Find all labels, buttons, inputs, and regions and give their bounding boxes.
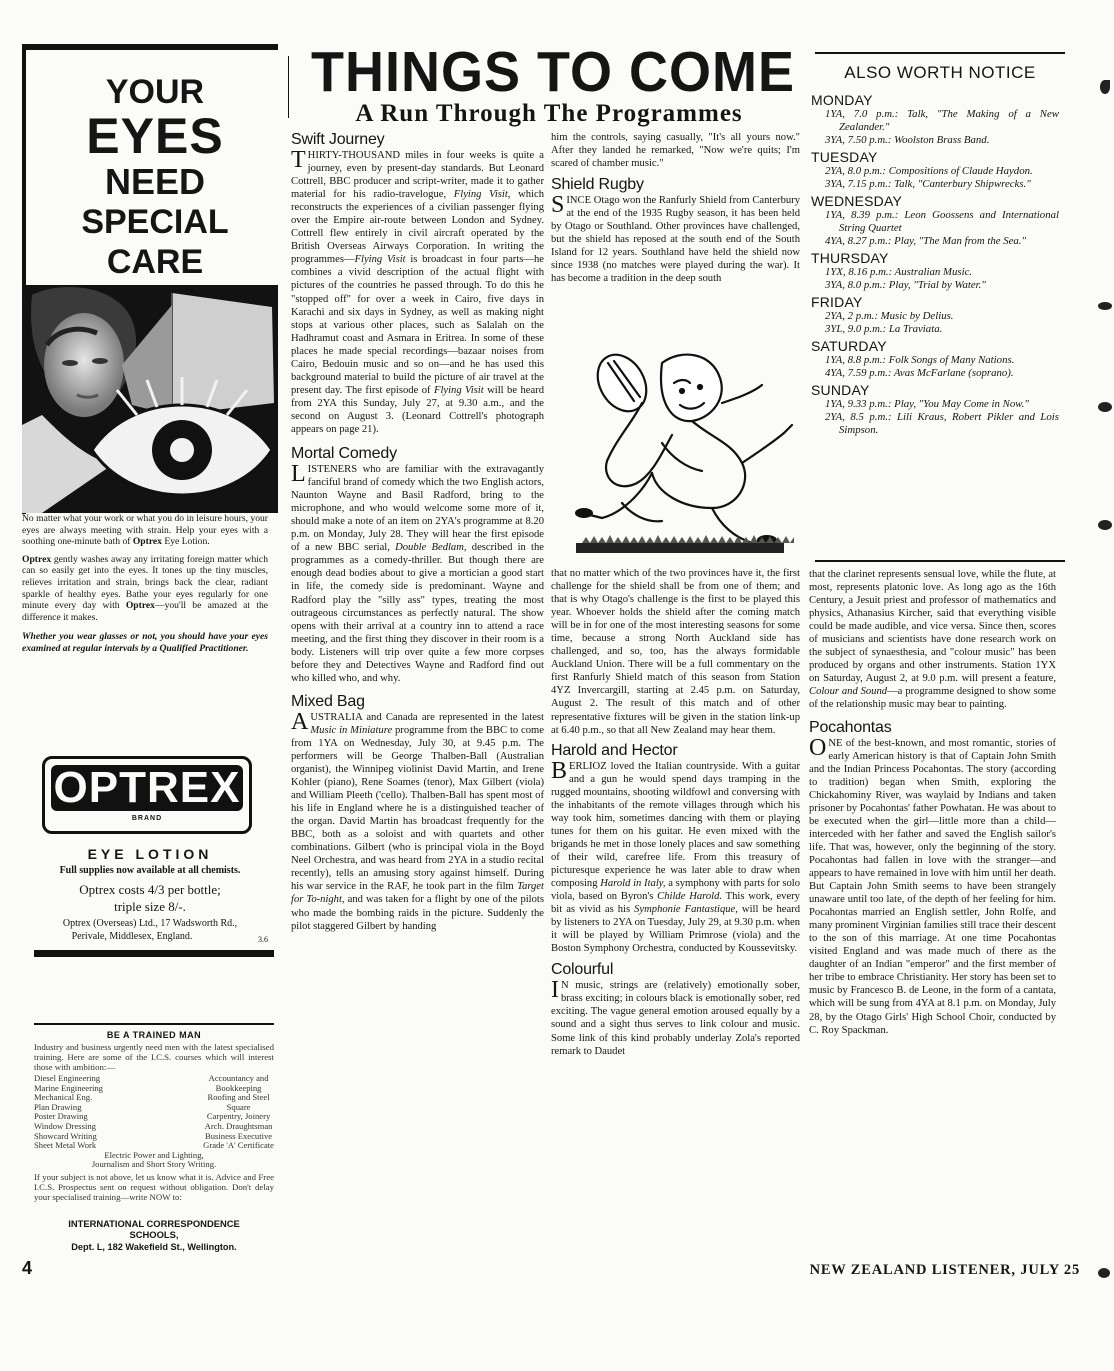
ics-course-item: Plan Drawing — [34, 1101, 82, 1112]
ad-para1: No matter what your work or what you do in leisure hours, your eyes are always meeting with strain. Help your eyes with a soothing one-minute bath of — [22, 513, 268, 548]
notice-title: ALSO WORTH NOTICE — [844, 63, 1036, 82]
text-run: is broadcast in four parts—he combines a vivid description of the actual flight with pictures of the countries he passed through. To do this he "stopped off" for over a week in Cairo, five days in Karachi and six days in Sydney, as well as making night stops at various other places, such as Salalah on the Hadhramut coast and Asmara in Eritrea. In some of these places he made special recordings—bazaar noises from Cairo, Bedouin music and so on—and he has used this background material to build the picture of air travel at the present day. The first episode of — [291, 254, 544, 396]
ad-headline-line5: CARE — [106, 243, 204, 281]
margin-mark — [1098, 520, 1112, 530]
text-run: and was taken for a flight by one of the pilots who made the bombing raids in the picture. Suddenly the pilot staggered Gilbert by handing — [291, 894, 544, 932]
article-mixed-bag-continued: him the controls, saying casually, "It's all yours now." After they landed he remarked, "Now we're quits; I'm scared of chamber music." — [551, 132, 800, 170]
ad-body — [22, 513, 268, 655]
heading-shield-rugby: Shield Rugby — [551, 176, 644, 194]
ics-org-2: SCHOOLS, — [129, 1229, 179, 1240]
notice-listing: 2YA, 2 p.m.: Music by Delius. — [825, 310, 954, 322]
notice-listing: 3YL, 9.0 p.m.: La Traviata. — [825, 323, 943, 335]
ad-code: 3.6 — [258, 935, 268, 944]
ics-course-item: Accountancy and — [208, 1073, 269, 1083]
article-harold-and-hector — [551, 757, 801, 956]
notice-listing: 3YA, 7.15 p.m.: Talk, "Canterbury Shipwrecks." — [825, 178, 1031, 190]
article-shield-rugby-continued: that no matter which of the two provinces have it, the first challenge for the shield shall be from one of them; and that is why Otago's challenge is the first to be played this year. Whoever holds the shield after the coming match will be in for one of the most interesting seasons for some time, because a strong North Auckland side has challenged, and so, too, has the always formidable Auckland Union. There will be a full commentary on the first Ranfurly Shield match of this season from Station 4YZ Invercargill, starting at 2.45 p.m. on Saturday, August 2. The result of this match and of other representative fixtures will be given in the station link-up at 6.40 p.m., so that all New Zealand may hear them. — [551, 568, 800, 736]
text-run: Target for To-night, — [291, 881, 544, 906]
text-run: a symphony with parts for solo viola, based on Byron's — [551, 878, 800, 903]
notice-listing: 3YA, 7.50 p.m.: Woolston Brass Band. — [825, 134, 990, 146]
text-run: Flying Visit, — [453, 189, 511, 201]
ad-bottom-rule — [34, 950, 274, 957]
margin-mark — [1100, 80, 1110, 94]
ics-title: BE A TRAINED MAN — [106, 1030, 202, 1040]
notice-listing: 3YA, 8.0 p.m.: Play, "Trial by Water." — [825, 279, 986, 291]
notice-day-heading: FRIDAY — [811, 294, 863, 310]
ics-course-item: Carpentry, Joinery — [206, 1111, 271, 1122]
column-2 — [291, 131, 544, 933]
drop-cap: S — [551, 192, 565, 219]
notice-listing: 2YA, 8.0 p.m.: Compositions of Claude Haydon. — [825, 165, 1033, 177]
ics-course-item: Roofing and Steel — [207, 1092, 270, 1103]
article-mortal-comedy — [291, 463, 544, 685]
ics-dept: Dept. L, 182 Wakefield St., Wellington. — [71, 1242, 237, 1252]
text-run: described in the programmes as a comedy-thriller. But though there are enough dead bodies about to give a mortician a good start in life, the comedy side is predominant. Wayne and Radford play the "silly ass" types, treating the most outrageous circumstances as perfectly natural. The show opens with their arrival at a country inn to attend a race meeting, and the first thing they discover in their room is a body. Listeners will trip over quite a few more corpses before they and Detectives Wayne and Radford find out who killed who, and why. — [291, 542, 544, 684]
heading-pocahontas: Pocahontas — [809, 718, 892, 736]
ad-para1-end: Eye Lotion. — [161, 536, 210, 548]
ad-brand-mention: Optrex — [125, 600, 155, 612]
ad-headline — [40, 72, 270, 282]
notice-listing: 1YX, 8.16 p.m.: Australian Music. — [825, 266, 973, 278]
ad-price-1: Optrex costs 4/3 per bottle; — [79, 882, 221, 897]
text-run: HIRTY-THOUSAND miles in four weeks is quite a journey, even by present-day standards. But Leonard Cottrell, BBC producer and script-writer, made it to gather material for his radio-travelogue, — [291, 150, 544, 201]
text-run: Childe Harold. — [657, 891, 723, 903]
article-colourful — [551, 979, 800, 1057]
notice-day-heading: SUNDAY — [811, 382, 870, 398]
text-run: will be heard by listeners to 2YA on Tuesday, July 29, at 9.30 p.m. when it will be played by William Primrose (viola) and the Boston Symphony Orchestra, conducted by Koussevitsky. — [551, 904, 801, 955]
text-run: NE of the best-known, and most romantic, stories of early American history is that of Captain John Smith and the Indian Princess Pocahontas. The story (according to tradition) began when Smith, exploring the Chickahominy River, was waylaid by Indians and taken prisoner by Pocahontas' father Powhatan. He was about to be executed when the girl—little more than a child—interceded with her father and saved the English sailor's life. That was, however, only the beginning of the story. Pocahontas had fallen in love with the stranger—and appears to have remained in love with him until her death. But Captain John Smith seems to have been strangely unaware until too late, of the depth of her feeling for him. Pocahontas married an English settler, John Rolfe, and many prominent Virginian families still trace their descent to the son of this marriage. At one time Pocahontas visited England and was made much of there as the daughter of an Indian "emperor" and the first member of her tribe to embrace Christianity. Her story has been set to music by Francesco B. de Leone, in the form of a cantata, which will be sung from 4YA at 8.1 p.m. on Monday, July 28, by the Otago Girls' High School Choir, conducted by C. Roy Spackman. — [809, 737, 1056, 1036]
optrex-logo — [42, 756, 252, 834]
notice-listing: 4YA, 8.27 p.m.: Play, "The Man from the Sea." — [825, 235, 1027, 247]
text-run: Harold in Italy, — [600, 878, 666, 890]
column-rule — [288, 56, 289, 118]
ad-photo — [22, 285, 278, 513]
ad-brand-mention: Optrex — [132, 536, 162, 548]
text-run: N music, strings are (relatively) emotionally sober, brass exciting; in colours black is emotionally sober, red exciting. The vague general emotion aroused equally by a sound and a sight thus serves to link colour and music. Some link of this kind probably underlay Zola's reported remark to Daudet — [551, 980, 800, 1057]
notice-listing: 1YA, 7.0 p.m.: Talk, "The Making of a New Zealander." — [825, 108, 1059, 133]
heading-mortal-comedy: Mortal Comedy — [291, 445, 397, 463]
notice-bottom-rule — [815, 560, 1065, 562]
drop-cap: O — [809, 734, 827, 761]
ad-headline-line3: NEED — [104, 161, 206, 202]
ics-course-item: Diesel Engineering — [34, 1073, 101, 1083]
ad-address-1: Optrex (Overseas) Ltd., 17 Wadsworth Rd., — [62, 918, 238, 929]
ad-para2: gently washes away any irritating foreign matter which can so easily get into the eyes. It tones up the tiny muscles, relieves irritation and strain, brings back the clear, radiant sparkle of healthy eyes. Bathe your eyes regularly for one minute every day with — [22, 553, 268, 612]
ics-course-item: Marine Engineering — [34, 1082, 103, 1093]
ad-product: EYE LOTION — [87, 846, 213, 862]
text-run: Flying Visit — [354, 254, 406, 266]
ics-course-item: Business Executive — [205, 1130, 273, 1141]
ad-headline-line2: EYES — [86, 108, 224, 164]
text-run: This work, every bit as vivid as his — [551, 891, 800, 916]
ics-top-rule — [34, 1023, 274, 1025]
ics-outro: If your subject is not above, let us know what it is. Advice and Free I.C.S. Prospectus sent on request without obligation. Don't delay your specialised training—write NOW to: — [34, 1172, 274, 1202]
notice-day-heading: WEDNESDAY — [811, 193, 902, 209]
ad-para3: Whether you wear glasses or not, you should have your eyes examined at regular intervals by a Qualified Practitioner. — [22, 631, 268, 654]
ad-para2-end: —you'll be amazed at the difference it makes. — [22, 600, 268, 623]
heading-mixed-bag: Mixed Bag — [291, 692, 365, 710]
text-run: —a programme designed to show some of the relationship music may bear to painting. — [809, 686, 1056, 711]
ics-courses-right — [203, 1074, 274, 1151]
page-subtitle: A Run Through The Programmes — [355, 100, 743, 127]
margin-mark — [1098, 302, 1112, 310]
article-shield-rugby — [551, 194, 800, 285]
text-run: Colour and Sound — [809, 686, 888, 698]
notice-day-heading: MONDAY — [811, 92, 873, 108]
ics-intro: Industry and business urgently need men with the latest specialised training. Here are some of the I.C.S. courses which will interest those with ambition:— — [34, 1042, 274, 1072]
ics-course-item: Showcard Writing — [34, 1130, 97, 1141]
ics-course-item: Square — [226, 1101, 251, 1112]
drop-cap: B — [551, 757, 568, 784]
column-3 — [551, 131, 800, 285]
ics-course-item: Bookkeeping — [215, 1082, 262, 1093]
page-number: 4 — [22, 1258, 33, 1278]
drop-cap: T — [291, 147, 306, 173]
heading-colourful: Colourful — [551, 961, 614, 979]
ad-supplies: Full supplies now available at all chemists. — [59, 865, 241, 876]
heading-swift-journey: Swift Journey — [291, 131, 385, 148]
ad-headline-line1: YOUR — [105, 73, 205, 111]
text-run: Flying Visit — [433, 384, 484, 396]
notice-list — [811, 92, 1059, 437]
text-run: USTRALIA and Canada are represented in the latest — [310, 711, 544, 723]
ics-course-item: Poster Drawing — [34, 1111, 88, 1122]
notice-listing: 2YA, 8.5 p.m.: Lili Kraus, Robert Pikler and Lois Simpson. — [825, 411, 1059, 436]
text-run: Double Bedlam, — [395, 542, 467, 554]
text-run: programme from the BBC to come from 1YA on Wednesday, July 30, at 9.45 p.m. The performers will be George Thalben-Ball (Australian organist), the Winnipeg violinist David Martin, and Irene Kohler (piano), Rene Soames (tenor), Max Gilbert (viola) and William Pleeth ('cello). Thalben-Ball has spent most of his life in England where he is a distinguished teacher of the organ. David Martin has broadcast frequently for the BBC, both as a soloist and with quartets and other combinations. Gilbert (who is principal viola in the Boyd Neel Orchestra, and was heard from 2YA in a studio recital recently), tells an amusing story against himself. During his war service in the RAF, he took part in the film — [291, 724, 544, 893]
ics-course-extra-1: Electric Power and Lighting, — [104, 1149, 204, 1160]
ics-course-item: Grade 'A' Certificate — [203, 1140, 274, 1151]
woman-reading-eye-illustration — [22, 285, 278, 513]
notice-top-rule — [815, 52, 1065, 54]
rugby-player-illustration — [562, 343, 794, 565]
ad-top-rule — [22, 44, 278, 50]
ics-course-item: Sheet Metal Work — [34, 1140, 97, 1151]
ics-course-extra-2: Journalism and Short Story Writing. — [91, 1159, 217, 1170]
ics-course-item: Mechanical Eng. — [34, 1092, 93, 1103]
ad-price-2: triple size 8/-. — [114, 899, 186, 914]
drop-cap: I — [551, 977, 559, 1004]
ics-course-item: Window Dressing — [34, 1120, 96, 1131]
text-run: Symphonie Fantastique, — [634, 904, 738, 916]
heading-harold-and-hector: Harold and Hector — [551, 741, 678, 759]
drop-cap: L — [291, 461, 306, 488]
margin-mark — [1098, 402, 1112, 412]
article-mixed-bag — [291, 708, 544, 933]
text-run: ISTENERS who are familiar with the extravagantly fanciful brand of comedy which the two English actors, Naunton Wayne and Basil Radford, bring to the microphone, and who would welcome some more of it, should make a note of an item on 2YA's programme at 8.20 p.m. on Monday, July 28. They will hear the first episode of a new BBC serial, — [291, 464, 544, 554]
notice-day-heading: THURSDAY — [811, 250, 889, 266]
page-title: THINGS TO COME — [310, 40, 796, 104]
text-run: Music in Miniature — [310, 724, 393, 736]
ics-org-1: INTERNATIONAL CORRESPONDENCE — [68, 1218, 240, 1229]
column-4-lower — [809, 568, 1056, 1037]
notice-day-heading: SATURDAY — [811, 338, 887, 354]
ad-address-2: Perivale, Middlesex, England. — [71, 931, 193, 942]
article-colourful-continued — [809, 568, 1056, 712]
text-run: which reconstructs the experiences of a civilian passenger flying over the Empire air-route between London and Sydney. Cottrell flew entirely in civil aircraft operated by the British Overseas Airways Corporation. In writing the programmes— — [291, 189, 544, 266]
ad-brand-mention: Optrex — [22, 553, 52, 565]
ics-course-item: Arch. Draughtsman — [204, 1120, 273, 1131]
text-run: will be heard from 2YA this Sunday, July 27, at 9.30 a.m., and the second on August 3. (Leonard Cottrell's photograph appears on page 21). — [291, 384, 544, 435]
margin-mark — [1098, 1268, 1110, 1278]
notice-listing: 1YA, 8.39 p.m.: Leon Goossens and International String Quartet — [825, 209, 1059, 234]
text-run: that the clarinet represents sensual love, while the flute, at most, represents platonic love. As long ago as the 16th Century, a Jesuit priest and professor of mathematics and physics, Athanasius Kircher, said that everything visible could be made audible, and vice versa. Since then, scores of musicians and scientists have done research work on the subject of synaesthesia, and "colour music" has been produced by organs and other instruments. Station 1YX on Saturday, August 2, at 9.0 p.m. will present a feature, — [809, 569, 1056, 685]
drop-cap: A — [291, 708, 309, 735]
masthead: NEW ZEALAND LISTENER, JULY 25 — [809, 1262, 1080, 1278]
ics-courses-left — [34, 1074, 103, 1151]
article-swift-journey — [291, 149, 544, 436]
rugby-cartoon — [562, 343, 794, 565]
notice-listing: 1YA, 9.33 p.m.: Play, "You May Come in Now." — [825, 398, 1029, 410]
ics-courses — [34, 1074, 274, 1170]
ad-headline-line4: SPECIAL — [81, 203, 229, 241]
notice-listing: 1YA, 8.8 p.m.: Folk Songs of Many Nations. — [825, 354, 1015, 366]
article-pocahontas — [809, 734, 1056, 1037]
logo-brand: BRAND — [131, 815, 163, 822]
notice-listing: 4YA, 7.59 p.m.: Avas McFarlane (soprano). — [825, 367, 1014, 379]
text-run: INCE Otago won the Ranfurly Shield from Canterbury at the end of the 1935 Rugby season, it has been held by Otago or Southland. Other provinces have challenged, but the shield has reposed at the south end of the South Island for 12 years. Southland have held the shield now since 1938 (no matches were played during the war). It has become a tradition in the deep south — [551, 195, 800, 285]
logo-text: OPTREX — [53, 763, 241, 812]
notice-day-heading: TUESDAY — [811, 149, 878, 165]
column-3-lower — [551, 567, 800, 1058]
text-run: ERLIOZ loved the Italian countryside. With a guitar and a gun he would spend days tramping in the rugged mountains, shooting wildfowl and conversing with the inhabitants of the remote villages through which his way took him, sometimes dancing with them or playing tunes for them on his guitar. He even mixed with the brigands he met in those lonely places and saw something of their wild, carefree life. From this treasury of picturesque experience he was later able to draw when composing — [551, 760, 800, 890]
